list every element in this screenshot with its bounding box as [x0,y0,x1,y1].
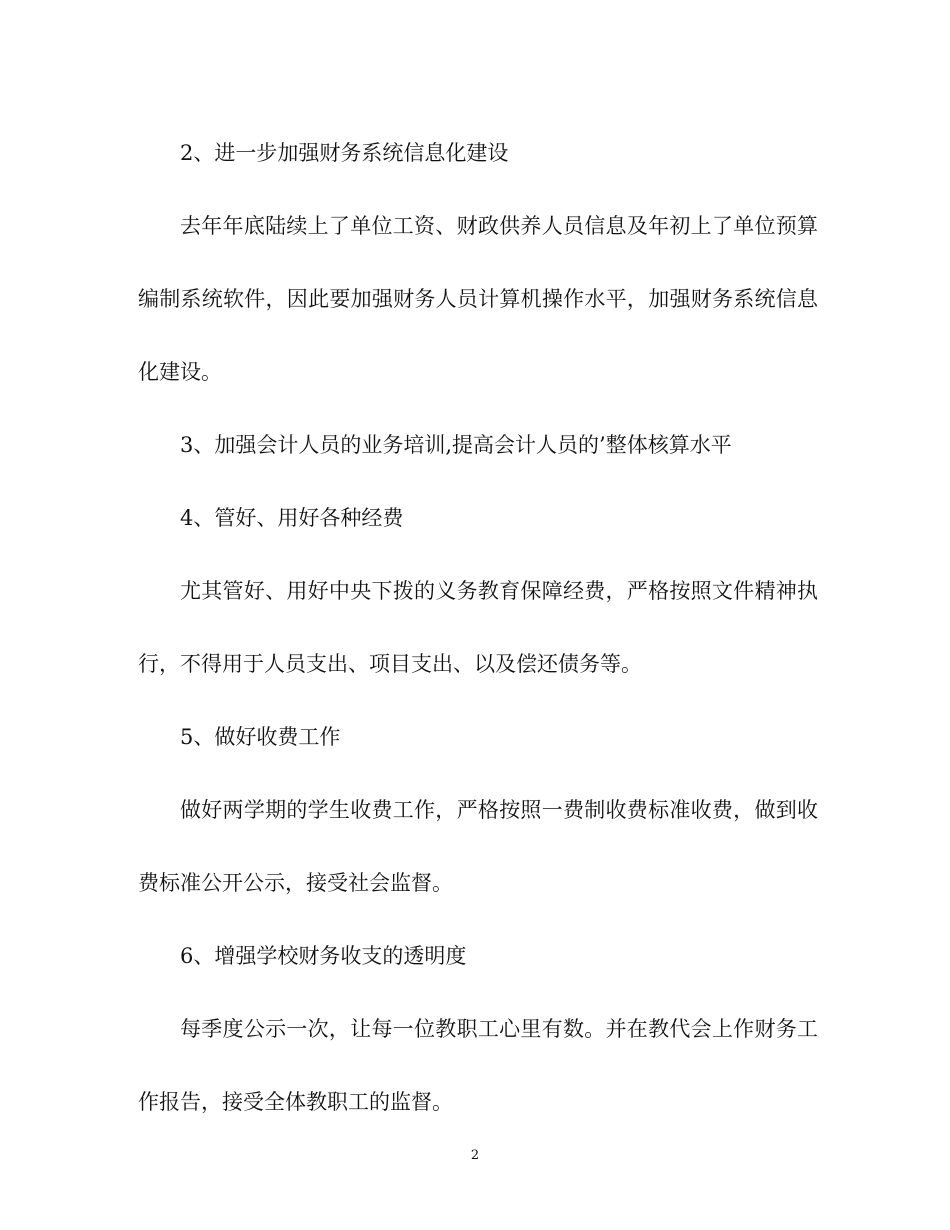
heading-item-2: 2、进一步加强财务系统信息化建设 [180,141,509,165]
paragraph-item-2: 去年年底陆续上了单位工资、财政供养人员信息及年初上了单位预算编制系统软件，因此要加强财务人员计算机操作水平，加强财务系统信息化建设。 [138,214,818,384]
heading-item-6: 6、增强学校财务收支的透明度 [180,944,467,968]
paragraph-item-4: 尤其管好、用好中央下拨的义务教育保障经费，严格按照文件精神执行，不得用于人员支出、项目支出、以及偿还债务等。 [138,579,818,676]
paragraph-item-5: 做好两学期的学生收费工作，严格按照一费制收费标准收费，做到收费标准公开公示，接受社会监督。 [138,798,818,895]
heading-item-4: 4、管好、用好各种经费 [180,506,404,530]
page-number: 2 [470,1148,480,1163]
document-body [138,117,818,1139]
heading-item-3: 3、加强会计人员的业务培训,提高会计人员的’整体核算水平 [180,433,732,457]
paragraph-item-6: 每季度公示一次，让每一位教职工心里有数。并在教代会上作财务工作报告，接受全体教职工的监督。 [138,1017,818,1114]
heading-item-5: 5、做好收费工作 [180,725,341,749]
